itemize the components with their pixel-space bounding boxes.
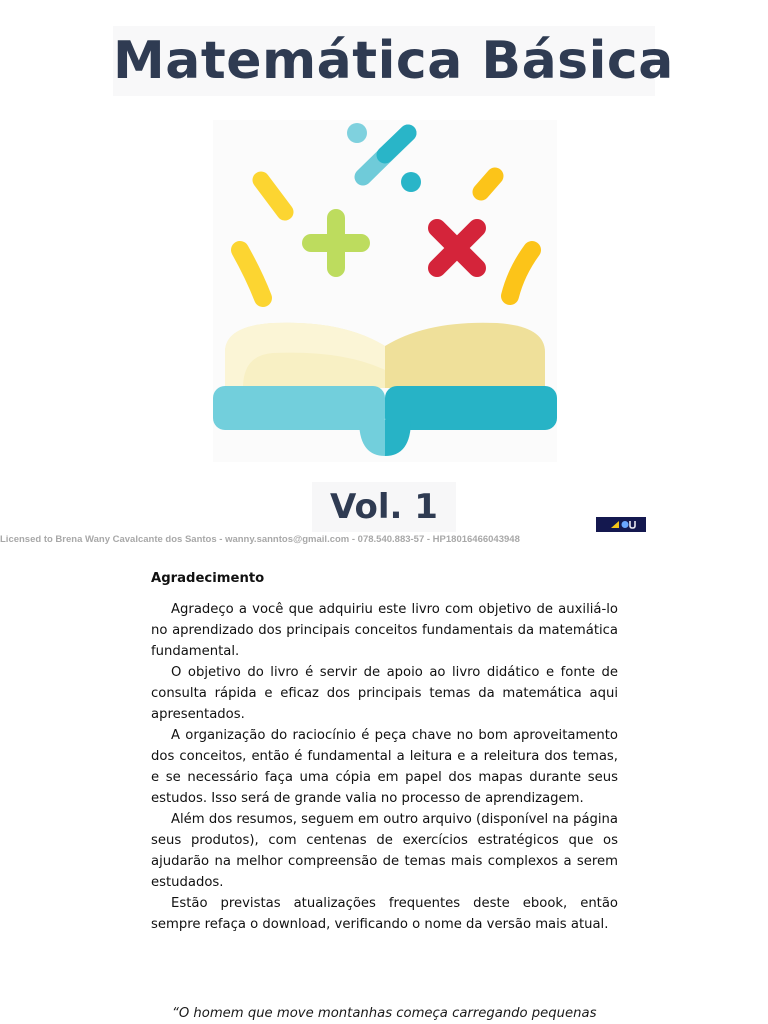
publisher-logo <box>596 517 646 532</box>
acknowledgement-heading: Agradecimento <box>151 571 265 586</box>
times-icon <box>437 228 477 268</box>
paragraph: Estão previstas atualizações frequentes deste ebook, então sempre refaça o download, verificando o nome da versão mais atual. <box>151 896 618 932</box>
open-book-icon <box>213 323 557 456</box>
paragraph: O objetivo do livro é servir de apoio ao livro didático e fonte de consulta rápida e eficaz dos principais temas da matemática aqui apresentados. <box>151 665 618 722</box>
logo-shapes-icon <box>596 517 646 532</box>
paragraph: A organização do raciocínio é peça chave no bom aproveitamento dos conceitos, então é fundamental a leitura e a releitura dos temas, e se necessário faça uma cópia em papel dos mapas durante seus estudos. Isso será de grande valia no processo de aprendizagem. <box>151 728 618 806</box>
math-book-illustration <box>213 120 557 462</box>
paragraph: Além dos resumos, seguem em outro arquivo (disponível na página seus produtos), com centenas de exercícios estratégicos que os ajudarão na melhor compreensão de temas mais complexos a serem estudados. <box>151 812 618 890</box>
confetti-icon <box>240 176 532 298</box>
percent-icon <box>347 123 421 192</box>
paragraph: Agradeço a você que adquiriu este livro com objetivo de auxiliá-lo no aprendizado dos principais conceitos fundamentais da matemática fundamental. <box>151 602 618 659</box>
acknowledgement-section <box>151 569 618 935</box>
book-title: Matemática Básica <box>113 31 674 91</box>
plus-icon <box>311 218 361 268</box>
license-notice: Licensed to Brena Wany Cavalcante dos Santos - wanny.sanntos@gmail.com - 078.540.883-57 - HP18016466043948 <box>0 534 520 545</box>
quote: “O homem que move montanhas começa carregando pequenas <box>172 1006 597 1021</box>
volume-label: Vol. 1 <box>330 487 438 527</box>
